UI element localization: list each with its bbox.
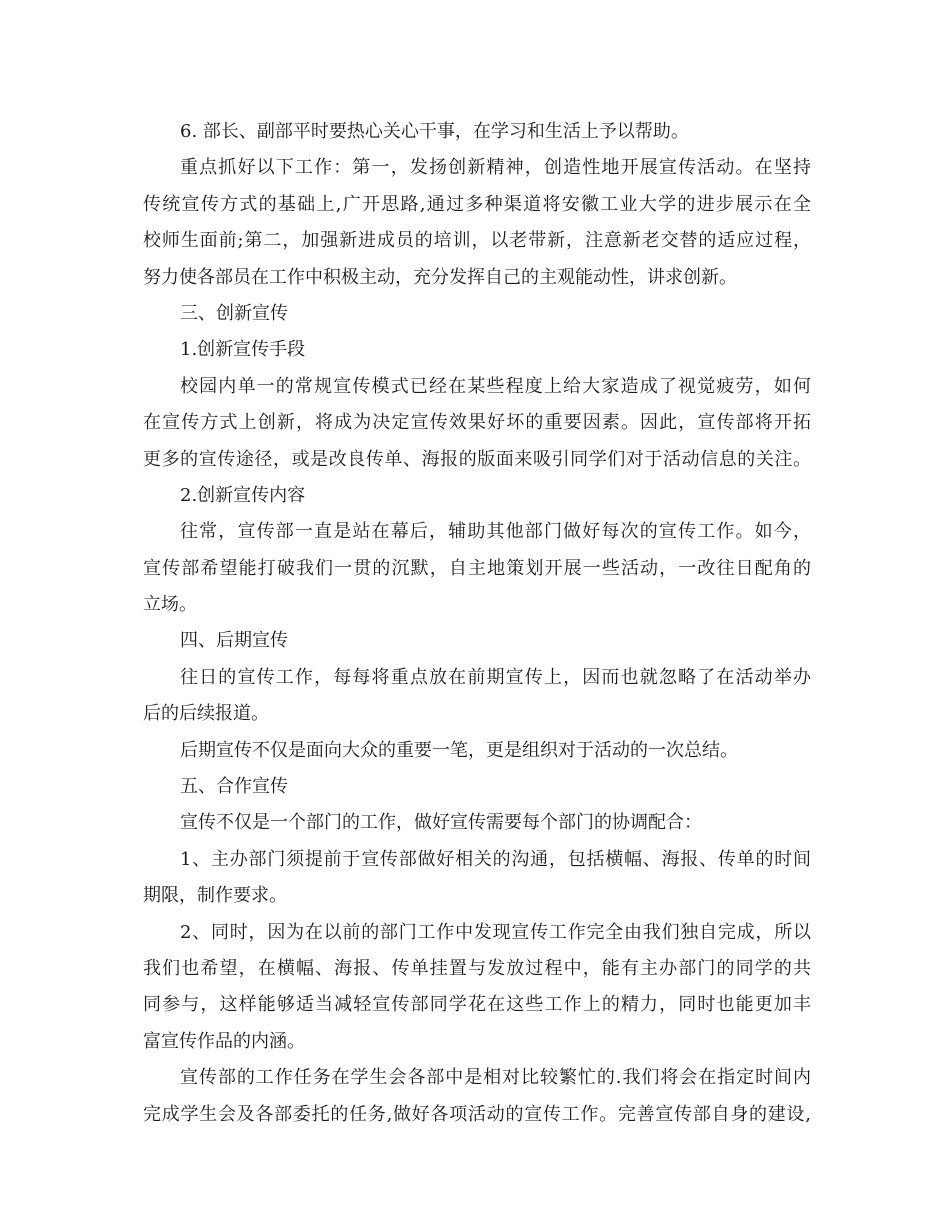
- section-heading: 四、后期宣传: [180, 630, 288, 652]
- text-line: 校园内单一的常规宣传模式已经在某些程度上给大家造成了视觉疲劳，如何: [180, 375, 811, 397]
- text-line: 富宣传作品的内涵。: [143, 1030, 305, 1052]
- text-line: 校师生面前;第二，加强新进成员的培训，以老带新，注意新老交替的适应过程，: [143, 230, 811, 252]
- text-line: 更多的宣传途径，或是改良传单、海报的版面来吸引同学们对于活动信息的关注。: [143, 448, 811, 470]
- text-line: 1、主办部门须提前于宣传部做好相关的沟通，包括横幅、海报、传单的时间: [180, 848, 811, 870]
- text-line: 完成学生会及各部委托的任务,做好各项活动的宣传工作。完善宣传部自身的建设,: [143, 1103, 811, 1125]
- text-line: 宣传部希望能打破我们一贯的沉默，自主地策划开展一些活动，一改往日配角的: [143, 557, 811, 579]
- text-line: 往日的宣传工作，每每将重点放在前期宣传上，因而也就忽略了在活动举办: [180, 666, 811, 688]
- text-line: 2、同时，因为在以前的部门工作中发现宣传工作完全由我们独自完成，所以: [180, 921, 811, 943]
- text-line: 努力使各部员在工作中积极主动，充分发挥自己的主观能动性，讲求创新。: [143, 266, 737, 288]
- text-line: 重点抓好以下工作：第一，发扬创新精神，创造性地开展宣传活动。在坚持: [180, 157, 811, 179]
- text-line: 传统宣传方式的基础上,广开思路,通过多种渠道将安徽工业大学的进步展示在全: [143, 193, 811, 215]
- text-line: 期限，制作要求。: [143, 885, 287, 907]
- text-line: 立场。: [143, 594, 197, 616]
- text-line: 同参与，这样能够适当减轻宣传部同学花在这些工作上的精力，同时也能更加丰: [143, 994, 811, 1016]
- text-line: 宣传不仅是一个部门的工作，做好宣传需要每个部门的协调配合：: [180, 812, 702, 834]
- subsection-heading: 1.创新宣传手段: [180, 339, 306, 361]
- text-line: 在宣传方式上创新，将成为决定宣传效果好坏的重要因素。因此，宣传部将开拓: [143, 412, 811, 434]
- subsection-heading: 2.创新宣传内容: [180, 484, 306, 506]
- text-line: 后的后续报道。: [143, 703, 269, 725]
- document-body: [143, 114, 811, 1133]
- text-line: 6. 部长、副部平时要热心关心干事，在学习和生活上予以帮助。: [180, 121, 689, 142]
- text-line: 后期宣传不仅是面向大众的重要一笔，更是组织对于活动的一次总结。: [180, 739, 738, 761]
- section-heading: 五、合作宣传: [180, 776, 288, 798]
- text-line: 宣传部的工作任务在学生会各部中是相对比较繁忙的.我们将会在指定时间内: [180, 1067, 811, 1089]
- section-heading: 三、创新宣传: [180, 302, 288, 324]
- text-line: 我们也希望，在横幅、海报、传单挂置与发放过程中，能有主办部门的同学的共: [143, 957, 811, 979]
- text-line: 往常，宣传部一直是站在幕后，辅助其他部门做好每次的宣传工作。如今，: [180, 521, 811, 543]
